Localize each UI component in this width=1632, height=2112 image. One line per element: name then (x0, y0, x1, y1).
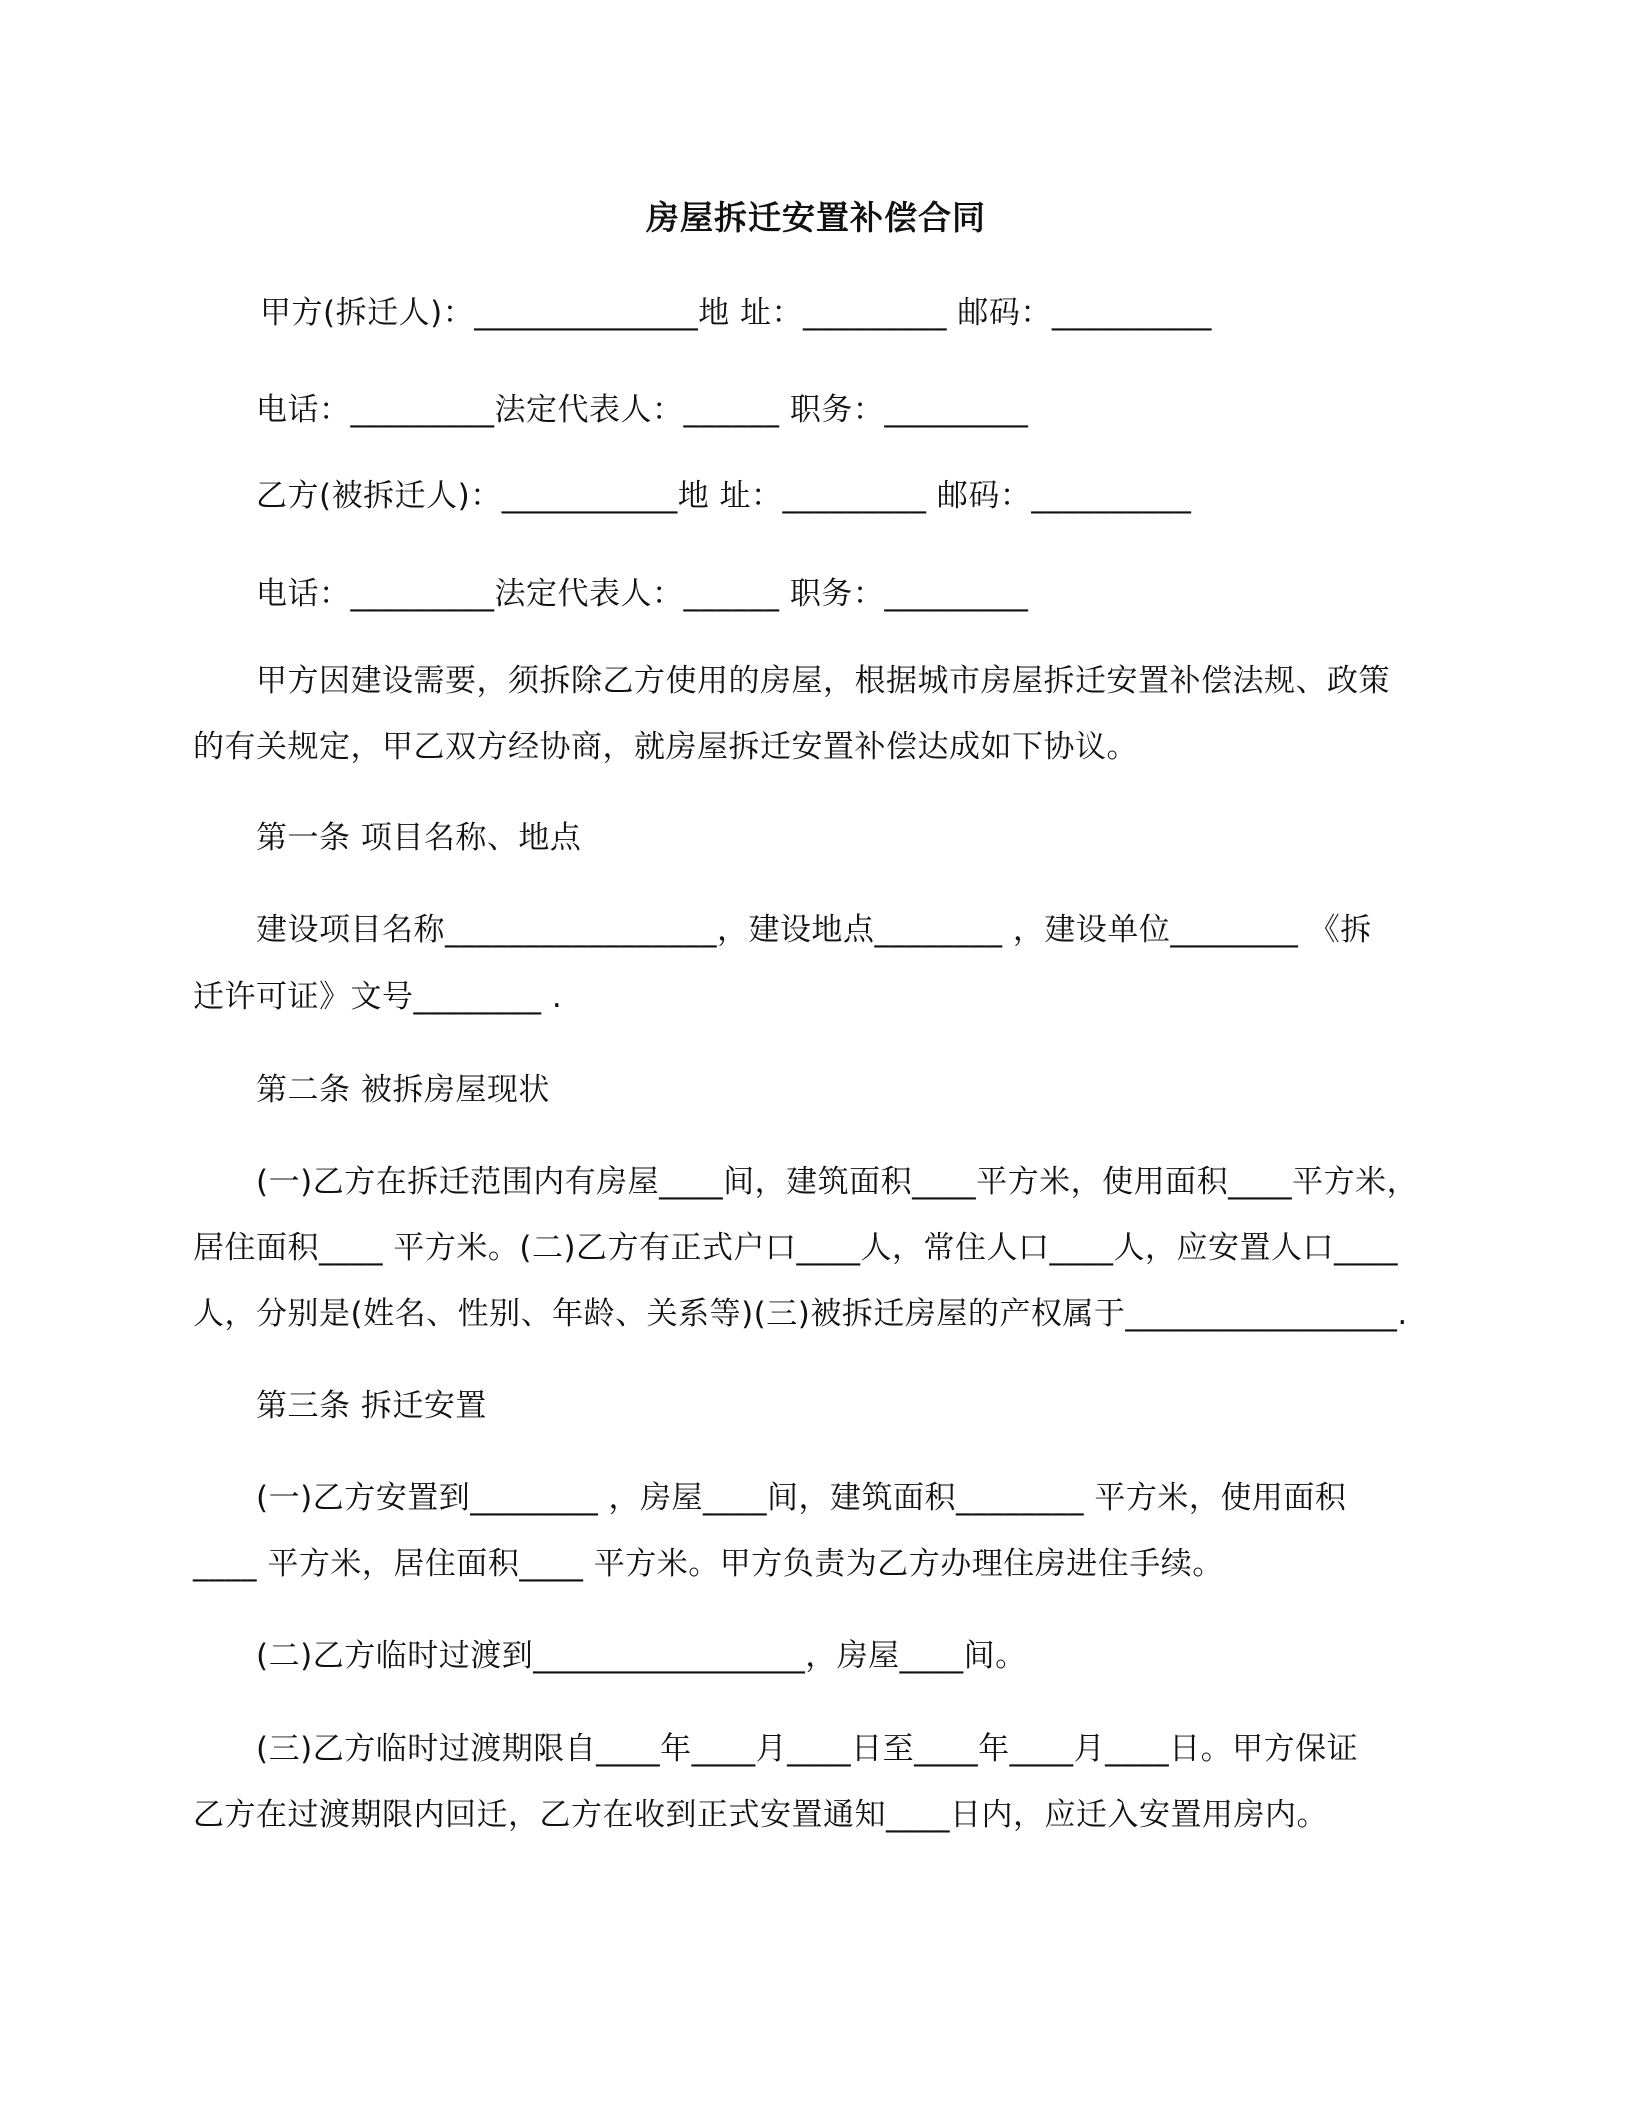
article-2-line-3: 人，分别是(姓名、性别、年龄、关系等)(三)被拆迁房屋的产权属于_________________. (193, 1296, 1408, 1332)
article-2-line-2: 居住面积____ 平方米。(二)乙方有正式户口____人，常住人口____人，应安置人口____ (193, 1230, 1399, 1266)
article-3-heading: 第三条 拆迁安置 (256, 1388, 487, 1424)
preamble-line-1: 甲方因建设需要，须拆除乙方使用的房屋，根据城市房屋拆迁安置补偿法规、政策 (256, 663, 1390, 699)
article-3-item-1-line-1: (一)乙方安置到________ ，房屋____间，建筑面积________ 平方米，使用面积 (256, 1480, 1347, 1516)
party-a-contact-line: 电话：_________法定代表人：______ 职务：_________ (256, 392, 1029, 428)
document-title: 房屋拆迁安置补偿合同 (646, 198, 986, 237)
article-3-item-3-line-2: 乙方在过渡期限内回迁，乙方在收到正式安置通知____日内，应迁入安置用房内。 (193, 1797, 1328, 1833)
article-2-heading: 第二条 被拆房屋现状 (256, 1072, 550, 1108)
article-1-heading: 第一条 项目名称、地点 (256, 820, 582, 856)
article-1-line-2: 迁许可证》文号________ . (193, 979, 563, 1015)
article-3-item-1-line-2: ____ 平方米，居住面积____ 平方米。甲方负责为乙方办理住房进住手续。 (193, 1546, 1224, 1582)
preamble-line-2: 的有关规定，甲乙双方经协商，就房屋拆迁安置补偿达成如下协议。 (193, 729, 1138, 765)
party-a-info-line: 甲方(拆迁人)：______________地 址：_________ 邮码：__________ (260, 295, 1212, 331)
party-b-info-line: 乙方(被拆迁人)：___________地 址：_________ 邮码：__________ (256, 478, 1192, 514)
party-b-contact-line: 电话：_________法定代表人：______ 职务：_________ (256, 576, 1029, 612)
article-1-line-1: 建设项目名称_________________，建设地点________ ，建设单位________ 《拆 (256, 912, 1372, 948)
article-2-line-1: (一)乙方在拆迁范围内有房屋____间，建筑面积____平方米，使用面积____平方米， (256, 1164, 1419, 1200)
article-3-item-2: (二)乙方临时过渡到_________________，房屋____间。 (256, 1638, 1027, 1674)
article-3-item-3-line-1: (三)乙方临时过渡期限自____年____月____日至____年____月____日。甲方保证 (256, 1731, 1359, 1767)
